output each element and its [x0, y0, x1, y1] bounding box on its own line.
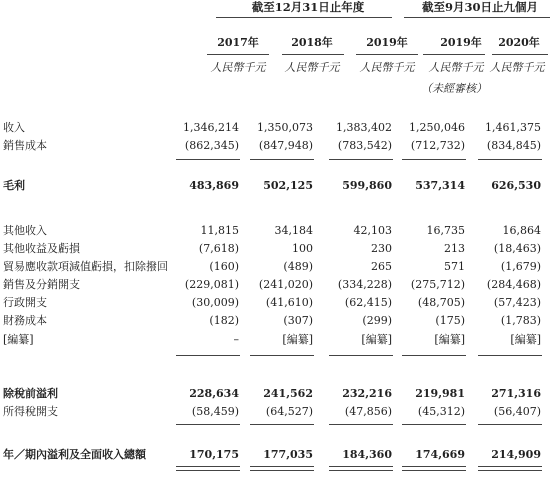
row-label: 銷售成本 — [3, 139, 47, 152]
total-double-rule — [402, 466, 466, 471]
year-rule-4 — [423, 54, 485, 55]
total-double-rule — [250, 466, 314, 471]
cell-2019: (334,228) — [337, 278, 392, 291]
cell-2019: 42,103 — [353, 224, 392, 237]
currency-header-4: 人民幣千元 — [428, 61, 484, 74]
cell-9m-2020: (284,468) — [486, 278, 541, 291]
header-group-nine-months-rule — [404, 17, 550, 18]
cell-2017: 1,346,214 — [183, 121, 239, 134]
cell-9m-2020: 214,909 — [491, 448, 541, 461]
cell-2018: (489) — [283, 260, 313, 273]
cell-2017: (862,345) — [184, 139, 239, 152]
year-header-5: 2020年 — [498, 36, 540, 49]
row-label: 所得稅開支 — [3, 405, 58, 418]
year-rule-5 — [492, 54, 548, 55]
cell-2017: (7,618) — [198, 242, 239, 255]
cell-9m-2020: (18,463) — [493, 242, 541, 255]
subtotal-rule — [478, 424, 542, 425]
cell-9m-2020: (56,407) — [493, 405, 541, 418]
row-label: 其他收入 — [3, 224, 47, 237]
row-redacted — [0, 332, 554, 348]
cell-2017: (182) — [209, 314, 239, 327]
header-group-annual-rule — [216, 17, 392, 18]
unaudited-note: （未經審核） — [421, 82, 487, 95]
cell-2018: (241,020) — [258, 278, 313, 291]
currency-header-3: 人民幣千元 — [359, 61, 415, 74]
row-label: 行政開支 — [3, 296, 47, 309]
subtotal-rule — [176, 424, 240, 425]
row-other-gains-losses — [0, 241, 554, 257]
row-selling-distribution — [0, 277, 554, 293]
year-header-2: 2018年 — [291, 36, 333, 49]
subtotal-rule — [478, 355, 542, 356]
row-revenue — [0, 120, 554, 136]
row-impairment-losses — [0, 259, 554, 275]
year-header-3: 2019年 — [366, 36, 408, 49]
cell-9m-2019: 537,314 — [415, 179, 465, 192]
year-rule-1 — [207, 54, 269, 55]
cell-2018: 1,350,073 — [257, 121, 313, 134]
subtotal-rule — [329, 159, 393, 160]
subtotal-rule — [402, 355, 466, 356]
cell-2019: 184,360 — [342, 448, 392, 461]
cell-2019: [編纂] — [361, 333, 392, 346]
subtotal-rule — [329, 424, 393, 425]
cell-9m-2019: 571 — [444, 260, 465, 273]
row-profit-before-tax — [0, 386, 554, 402]
cell-2019: (783,542) — [337, 139, 392, 152]
cell-2019: 232,216 — [342, 387, 392, 400]
cell-2018: (307) — [283, 314, 313, 327]
currency-header-1: 人民幣千元 — [210, 61, 266, 74]
header-group-nine-months: 截至9月30日止九個月 — [421, 0, 538, 14]
cell-2019: 265 — [371, 260, 392, 273]
row-gross-profit — [0, 178, 554, 194]
row-label: 年／期內溢利及全面收入總額 — [3, 448, 146, 461]
cell-2018: (41,610) — [265, 296, 313, 309]
cell-2018: (847,948) — [258, 139, 313, 152]
cell-2018: 177,035 — [263, 448, 313, 461]
year-header-1: 2017年 — [217, 36, 259, 49]
cell-2017: – — [233, 333, 239, 346]
subtotal-rule — [329, 355, 393, 356]
subtotal-rule — [176, 355, 240, 356]
subtotal-rule — [478, 159, 542, 160]
row-label: 其他收益及虧損 — [3, 242, 80, 255]
subtotal-rule — [402, 159, 466, 160]
cell-9m-2020: [編纂] — [510, 333, 541, 346]
cell-2019: 230 — [371, 242, 392, 255]
row-label: 毛利 — [3, 179, 25, 192]
cell-2019: (47,856) — [344, 405, 392, 418]
year-rule-3 — [356, 54, 418, 55]
row-income-tax — [0, 404, 554, 420]
total-double-rule — [329, 466, 393, 471]
cell-2019: (299) — [362, 314, 392, 327]
cell-9m-2020: (1,679) — [500, 260, 541, 273]
row-other-income — [0, 223, 554, 239]
cell-9m-2020: (1,783) — [500, 314, 541, 327]
cell-9m-2019: (48,705) — [417, 296, 465, 309]
row-finance-costs — [0, 313, 554, 329]
row-label: [編纂] — [3, 333, 34, 346]
row-label: 財務成本 — [3, 314, 47, 327]
row-label: 除稅前溢利 — [3, 387, 58, 400]
year-rule-2 — [282, 54, 344, 55]
cell-9m-2019: (45,312) — [417, 405, 465, 418]
subtotal-rule — [402, 424, 466, 425]
subtotal-rule — [250, 424, 314, 425]
cell-9m-2019: 174,669 — [415, 448, 465, 461]
cell-9m-2020: 16,864 — [502, 224, 541, 237]
cell-9m-2019: [編纂] — [434, 333, 465, 346]
header-group-annual: 截至12月31日止年度 — [251, 0, 365, 14]
cell-2017: (229,081) — [184, 278, 239, 291]
subtotal-rule — [176, 159, 240, 160]
cell-9m-2020: (57,423) — [493, 296, 541, 309]
cell-2017: (30,009) — [191, 296, 239, 309]
cell-2019: 599,860 — [342, 179, 392, 192]
cell-2018: 241,562 — [263, 387, 313, 400]
cell-9m-2020: (834,845) — [486, 139, 541, 152]
cell-9m-2019: 16,735 — [426, 224, 465, 237]
cell-9m-2020: 626,530 — [491, 179, 541, 192]
cell-2017: 228,634 — [189, 387, 239, 400]
currency-header-2: 人民幣千元 — [284, 61, 340, 74]
cell-2018: 502,125 — [263, 179, 313, 192]
cell-2017: 483,869 — [189, 179, 239, 192]
row-cost-of-sales — [0, 138, 554, 154]
cell-2019: (62,415) — [344, 296, 392, 309]
total-double-rule — [176, 466, 240, 471]
cell-2017: 170,175 — [189, 448, 239, 461]
cell-2018: [編纂] — [282, 333, 313, 346]
row-total-comprehensive-income — [0, 447, 554, 463]
row-label: 銷售及分銷開支 — [3, 278, 80, 291]
cell-2018: 34,184 — [274, 224, 313, 237]
cell-9m-2019: (712,732) — [410, 139, 465, 152]
cell-9m-2020: 271,316 — [491, 387, 541, 400]
row-administrative — [0, 295, 554, 311]
cell-9m-2020: 1,461,375 — [485, 121, 541, 134]
cell-9m-2019: (175) — [435, 314, 465, 327]
subtotal-rule — [250, 159, 314, 160]
cell-2018: (64,527) — [265, 405, 313, 418]
row-label: 貿易應收款項減值虧損，扣除撥回 — [3, 260, 168, 273]
cell-2017: (58,459) — [191, 405, 239, 418]
cell-2018: 100 — [292, 242, 313, 255]
currency-header-5: 人民幣千元 — [489, 61, 545, 74]
subtotal-rule — [250, 355, 314, 356]
cell-9m-2019: (275,712) — [410, 278, 465, 291]
row-label: 收入 — [3, 121, 25, 134]
year-header-4: 2019年 — [440, 36, 482, 49]
cell-9m-2019: 1,250,046 — [409, 121, 465, 134]
cell-9m-2019: 213 — [444, 242, 465, 255]
cell-2019: 1,383,402 — [336, 121, 392, 134]
cell-9m-2019: 219,981 — [415, 387, 465, 400]
total-double-rule — [478, 466, 542, 471]
cell-2017: (160) — [209, 260, 239, 273]
cell-2017: 11,815 — [200, 224, 239, 237]
